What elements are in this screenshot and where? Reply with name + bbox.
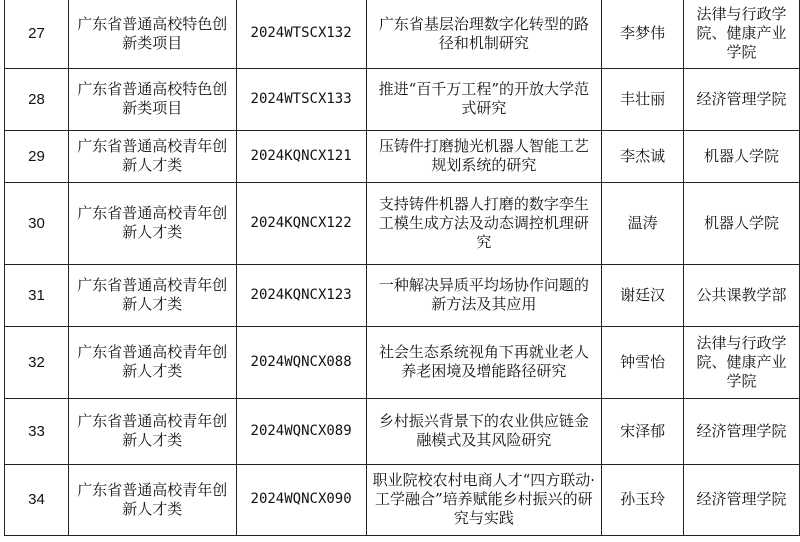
project-title: 一种解决异质平均场协作问题的新方法及其应用 xyxy=(366,264,602,326)
project-code: 2024WQNCX090 xyxy=(236,464,366,535)
table-row xyxy=(5,130,800,182)
department: 经济管理学院 xyxy=(684,68,800,130)
table-row xyxy=(5,464,800,535)
row-number: 34 xyxy=(5,464,69,535)
project-category: 广东省普通高校青年创新人才类 xyxy=(68,464,236,535)
row-number: 29 xyxy=(5,130,69,182)
project-code: 2024KQNCX122 xyxy=(236,182,366,264)
department: 经济管理学院 xyxy=(684,464,800,535)
project-category: 广东省普通高校青年创新人才类 xyxy=(68,130,236,182)
project-code: 2024WTSCX132 xyxy=(236,0,366,68)
project-leader: 温涛 xyxy=(602,182,684,264)
table-row xyxy=(5,264,800,326)
table-row xyxy=(5,0,800,68)
project-title: 压铸件打磨抛光机器人智能工艺规划系统的研究 xyxy=(366,130,602,182)
project-title: 职业院校农村电商人才“四方联动·工学融合”培养赋能乡村振兴的研究与实践 xyxy=(366,464,602,535)
project-code: 2024WTSCX133 xyxy=(236,68,366,130)
project-title: 推进“百千万工程”的开放大学范式研究 xyxy=(366,68,602,130)
project-code: 2024WQNCX088 xyxy=(236,326,366,398)
department: 机器人学院 xyxy=(684,182,800,264)
row-number: 31 xyxy=(5,264,69,326)
table-row xyxy=(5,398,800,464)
project-leader: 李梦伟 xyxy=(602,0,684,68)
project-leader: 谢廷汉 xyxy=(602,264,684,326)
project-category: 广东省普通高校青年创新人才类 xyxy=(68,398,236,464)
project-category: 广东省普通高校特色创新类项目 xyxy=(68,0,236,68)
row-number: 33 xyxy=(5,398,69,464)
project-table xyxy=(4,0,800,536)
project-leader: 丰壮丽 xyxy=(602,68,684,130)
project-code: 2024KQNCX121 xyxy=(236,130,366,182)
project-category: 广东省普通高校青年创新人才类 xyxy=(68,182,236,264)
department: 法律与行政学院、健康产业学院 xyxy=(684,0,800,68)
project-category: 广东省普通高校青年创新人才类 xyxy=(68,264,236,326)
project-code: 2024WQNCX089 xyxy=(236,398,366,464)
row-number: 27 xyxy=(5,0,69,68)
row-number: 28 xyxy=(5,68,69,130)
row-number: 30 xyxy=(5,182,69,264)
table-row xyxy=(5,68,800,130)
project-code: 2024KQNCX123 xyxy=(236,264,366,326)
department: 经济管理学院 xyxy=(684,398,800,464)
project-leader: 钟雪怡 xyxy=(602,326,684,398)
project-title: 支持铸件机器人打磨的数字孪生工模生成方法及动态调控机理研究 xyxy=(366,182,602,264)
project-category: 广东省普通高校青年创新人才类 xyxy=(68,326,236,398)
project-category: 广东省普通高校特色创新类项目 xyxy=(68,68,236,130)
department: 机器人学院 xyxy=(684,130,800,182)
project-title: 广东省基层治理数字化转型的路径和机制研究 xyxy=(366,0,602,68)
project-title: 乡村振兴背景下的农业供应链金融模式及其风险研究 xyxy=(366,398,602,464)
project-title: 社会生态系统视角下再就业老人养老困境及增能路径研究 xyxy=(366,326,602,398)
table-row xyxy=(5,182,800,264)
row-number: 32 xyxy=(5,326,69,398)
table-row xyxy=(5,326,800,398)
project-leader: 宋泽郁 xyxy=(602,398,684,464)
project-leader: 孙玉玲 xyxy=(602,464,684,535)
department: 法律与行政学院、健康产业学院 xyxy=(684,326,800,398)
project-leader: 李杰诚 xyxy=(602,130,684,182)
department: 公共课教学部 xyxy=(684,264,800,326)
